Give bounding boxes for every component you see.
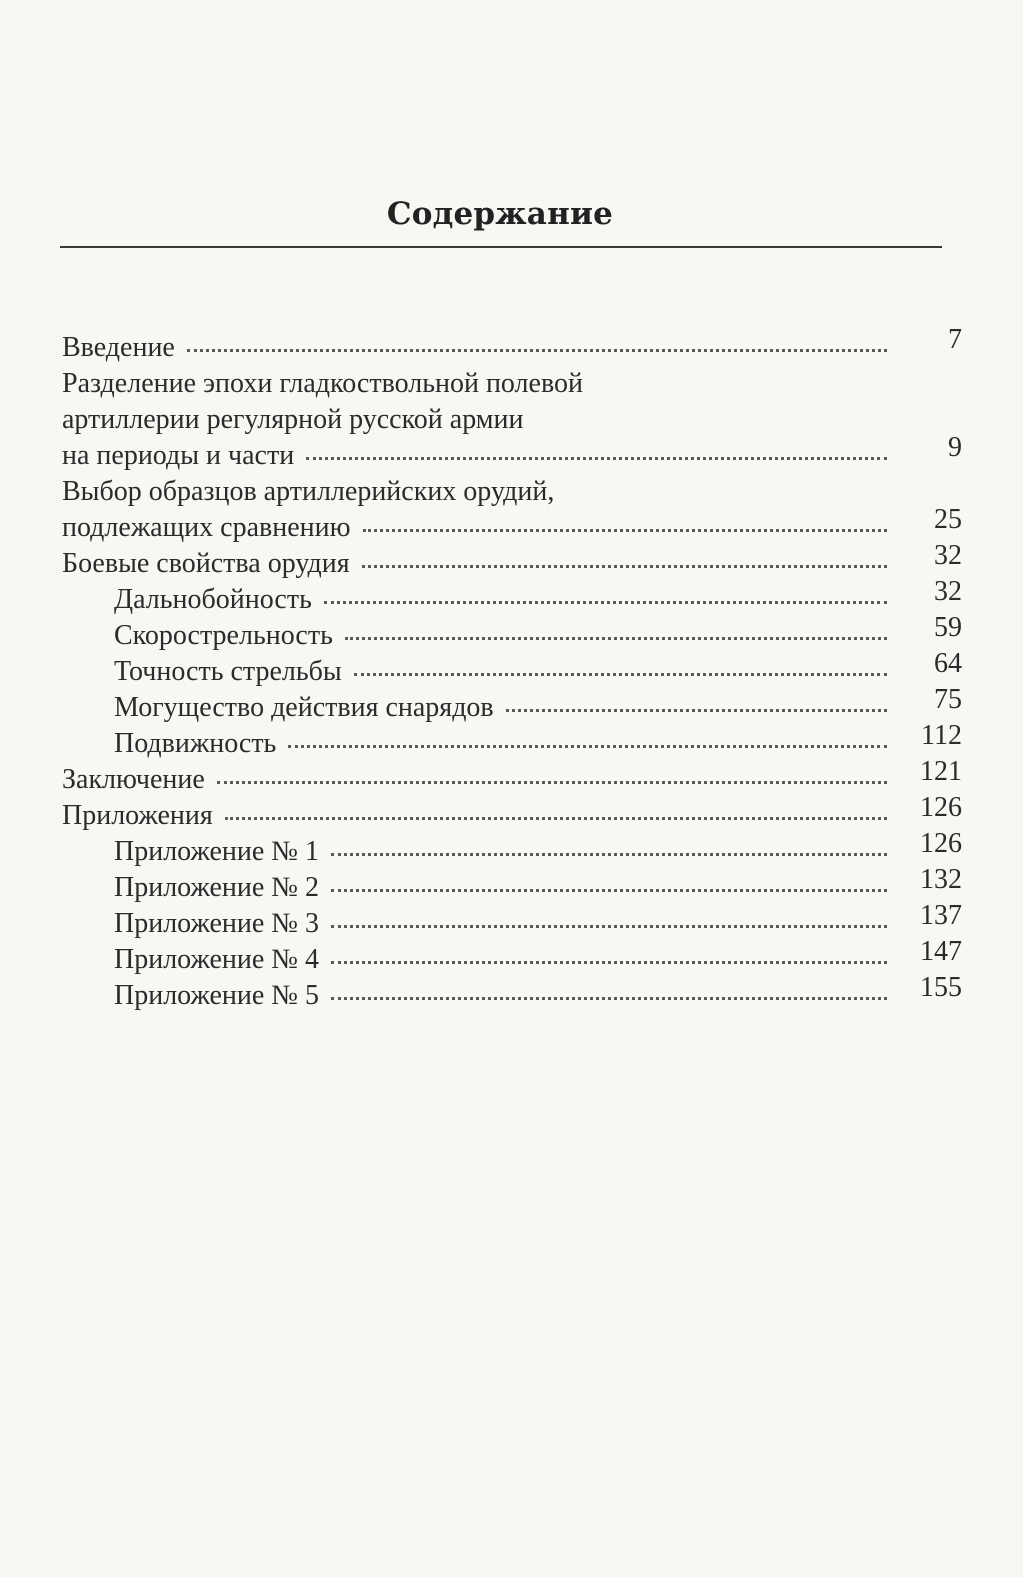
toc-entry-title: подлежащих сравнению [62,512,351,543]
toc-entry [62,828,962,870]
toc-entry-title: Заключение [62,764,205,795]
toc-entry-last-line [114,942,887,978]
toc-page-number: 7 [948,324,962,355]
toc-entry [62,684,962,726]
toc-page-number: 64 [934,648,962,679]
toc-entry [62,474,962,546]
toc-page-number: 9 [948,432,962,463]
toc-entry [62,366,962,474]
dot-leader [225,817,887,820]
toc-entry-title-line: Выбор образцов артиллерийских орудий, [62,476,555,507]
toc-entry [62,576,962,618]
toc-entry-title: Боевые свойства орудия [62,548,350,579]
toc-entry-title: Приложение № 3 [114,908,319,939]
heading-divider [60,246,942,248]
toc-entry-last-line [62,546,887,582]
toc-entry-title-line: артиллерии регулярной русской армии [62,404,524,435]
toc-entry-title: Приложение № 2 [114,872,319,903]
toc-page-number: 32 [934,540,962,571]
toc-entry-title: Точность стрельбы [114,656,342,687]
toc-entry-title: Приложение № 4 [114,944,319,975]
toc-entry-title: Подвижность [114,728,277,759]
dot-leader [345,637,887,640]
toc-page-number: 32 [934,576,962,607]
toc-entry-last-line [114,618,887,654]
toc-entry-last-line [114,978,887,1014]
toc-page-number: 121 [920,756,962,787]
toc-entry [62,540,962,582]
toc-entry [62,900,962,942]
toc-entry-last-line [62,798,887,834]
dot-leader [187,349,887,352]
toc-entry [62,972,962,1014]
table-of-contents [62,324,962,1014]
toc-entry-last-line [62,438,887,474]
dot-leader [288,745,887,748]
dot-leader [324,601,887,604]
toc-entry [62,612,962,654]
toc-heading [60,196,940,232]
toc-entry-title: Могущество действия снарядов [114,692,494,723]
toc-entry-title: Введение [62,332,175,363]
toc-page-number: 112 [921,720,962,751]
toc-entry-last-line [114,906,887,942]
dot-leader [331,997,887,1000]
dot-leader [363,529,887,532]
toc-page-number: 126 [920,828,962,859]
dot-leader [331,853,887,856]
toc-entry-last-line [114,834,887,870]
toc-entry-last-line [114,654,887,690]
dot-leader [354,673,887,676]
toc-page-number: 137 [920,900,962,931]
toc-entry [62,936,962,978]
dot-leader [331,961,887,964]
dot-leader [506,709,887,712]
toc-entry [62,720,962,762]
toc-entry-title: Приложение № 5 [114,980,319,1011]
toc-page-number: 126 [920,792,962,823]
toc-entry-last-line [62,762,887,798]
toc-entry [62,756,962,798]
toc-entry-last-line [62,510,887,546]
toc-page-number: 59 [934,612,962,643]
toc-entry [62,324,962,366]
toc-entry [62,792,962,834]
toc-entry-title: Скорострельность [114,620,333,651]
dot-leader [331,925,887,928]
toc-page-number: 132 [920,864,962,895]
toc-page-number: 25 [934,504,962,535]
toc-entry [62,648,962,690]
dot-leader [362,565,887,568]
toc-page-number: 155 [920,972,962,1003]
toc-entry-last-line [114,870,887,906]
toc-entry-title: Приложения [62,800,213,831]
toc-entry-last-line [114,582,887,618]
toc-entry-title: Дальнобойность [114,584,312,615]
toc-entry-last-line [114,726,887,762]
toc-entry-title: на периоды и части [62,440,295,471]
toc-entry-title-line: Разделение эпохи гладкоствольной полевой [62,368,583,399]
dot-leader [331,889,887,892]
toc-entry-last-line [62,330,887,366]
toc-entry [62,864,962,906]
toc-page-number: 75 [934,684,962,715]
page-title: Содержание [386,196,614,232]
toc-entry-last-line [114,690,887,726]
dot-leader [217,781,887,784]
toc-page-number: 147 [920,936,962,967]
toc-entry-title: Приложение № 1 [114,836,319,867]
dot-leader [306,457,887,460]
